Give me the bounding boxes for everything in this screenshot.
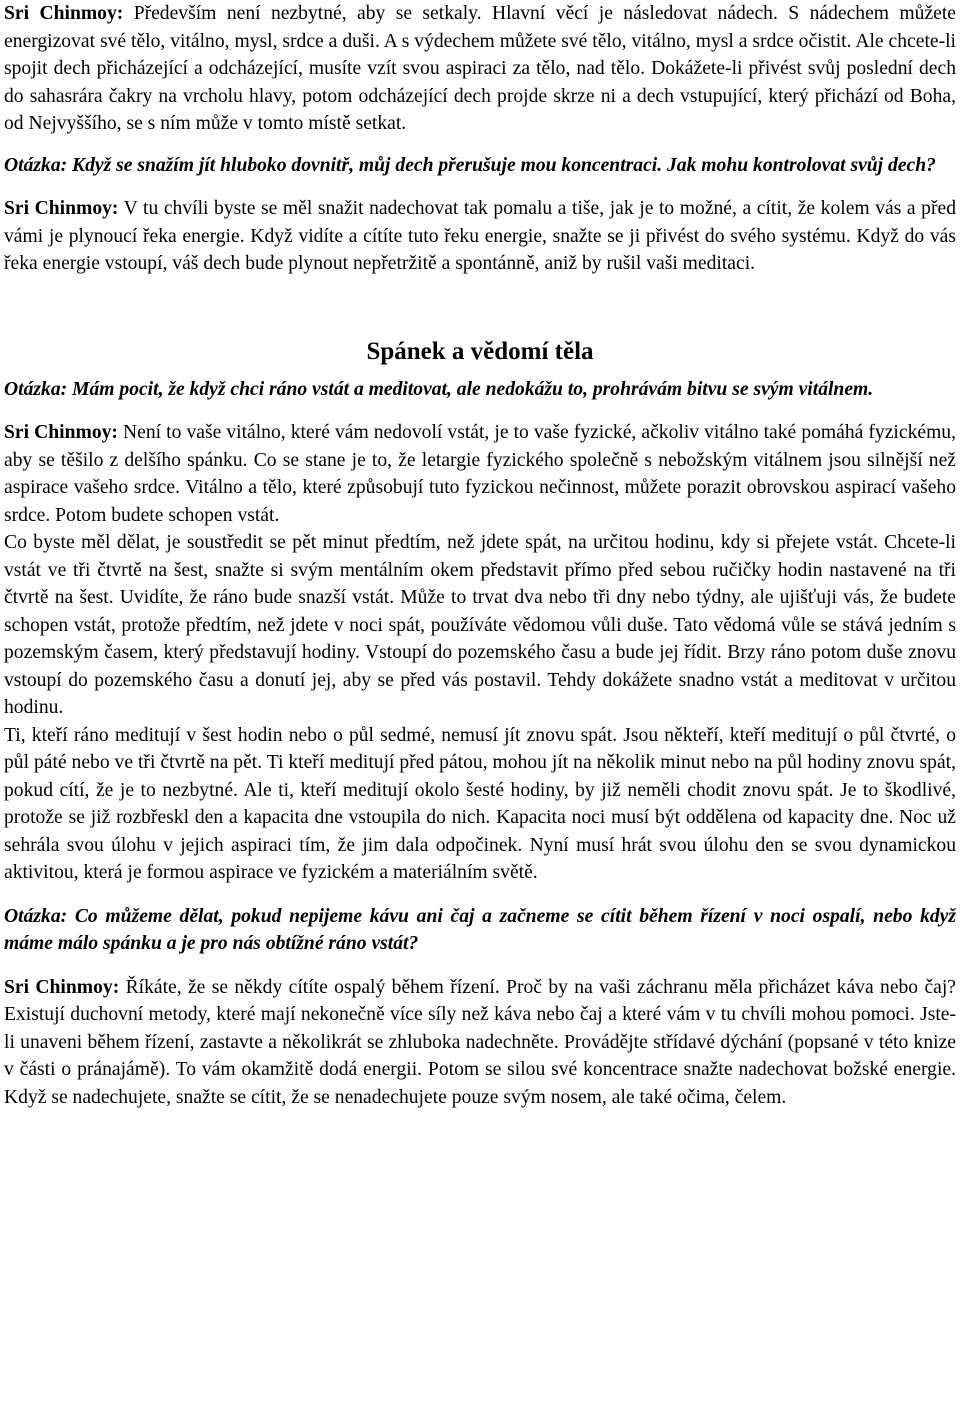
speaker-label: Sri Chinmoy: <box>4 3 124 24</box>
answer-paragraph: Ti, kteří ráno meditují v šest hodin nebo o půl sedmé, nemusí jít znovu spát. Jsou někteří, kteří meditují o půl čtvrté, o půl páté nebo ve tři čtvrtě na pět. Ti kteří meditují před pátou, mohou jít na několik minut nebo na půl hodiny znovu spát, pokud cítí, že je to nezbytné. Ale ti, kteří meditují okolo šesté hodiny, by již neměli chodit znovu spát. Je to škodlivé, protože se již rozbřeskl den a kapacita dne vstoupila do nich. Kapacita noci musí být oddělena od kapacity dne. Noc už sehrála svou úlohu v jejich aspiraci tím, že jim dala odpočinek. Nyní musí hrát svou úlohu den se svou dynamickou aktivitou, která je formou aspirace ve fyzickém a materiálním světě. <box>4 724 956 883</box>
answer-paragraph <box>4 195 956 278</box>
question-paragraph <box>4 376 956 404</box>
speaker-label: Sri Chinmoy: <box>4 198 119 219</box>
answer-text: Není to vaše vitálno, které vám nedovolí vstát, je to vaše fyzické, ačkoliv vitálno také pomáhá fyzickému, aby se těšilo z delšího spánku. Co se stane je to, že letargie fyzického společně s nebožským vitálnem jsou silnější než aspirace vašeho srdce. Vitálno a tělo, které způsobují tuto fyzickou nečinnost, můžete porazit obrovskou aspirací vašeho srdce. Potom budete schopen vstát. <box>4 422 956 526</box>
answer-paragraph <box>4 974 956 1112</box>
answer-paragraph: Co byste měl dělat, je soustředit se pět minut předtím, než jdete spát, na určitou hodinu, kdy si přejete vstát. Chcete-li vstát ve tři čtvrtě na šest, snažte si svým mentálním okem představit přímo před sebou ručičky hodin nastavené na tři čtvrtě na šest. Uvidíte, že ráno bude snazší vstát. Může to trvat dva nebo tři dny nebo týdny, ale ujišťuji vás, že budete schopen vstát, protože předtím, než jdete v noci spát, používáte vědomou vůli duše. Tato vědomá vůle se stává jedním s pozemským časem, který představují hodiny. Vstoupí do pozemského času a bude jej řídit. Brzy ráno potom duše znovu vstoupí do pozemského času a donutí jej, aby se před vás postavil. Tehdy dokážete snadno vstát a meditovat v určitou hodinu. <box>4 532 956 718</box>
question-text: Když se snažím jít hluboko dovnitř, můj dech přerušuje mou koncentraci. Jak mohu kontrolovat svůj dech? <box>67 154 936 176</box>
question-label: Otázka: <box>4 905 68 927</box>
answer-text: V tu chvíli byste se měl snažit nadechovat tak pomalu a tiše, jak je to možné, a cítit, že kolem vás a před vámi je plynoucí řeka energie. Když vidíte a cítíte tuto řeku energie, snažte se ji přivést do svého systému. Když do vás řeka energie vstoupí, váš dech bude plynout nepřetržitě a spontánně, aniž by rušil vaši meditaci. <box>4 198 956 274</box>
speaker-label: Sri Chinmoy: <box>4 976 120 998</box>
question-text: Mám pocit, že když chci ráno vstát a meditovat, ale nedokážu to, prohrávám bitvu se svým vitálnem. <box>67 378 874 400</box>
speaker-label: Sri Chinmoy: <box>4 422 118 443</box>
answer-paragraph <box>4 419 956 529</box>
answer-text: Říkáte, že se někdy cítíte ospalý během řízení. Proč by na vaši záchranu měla přicházet káva nebo čaj? Existují duchovní metody, které mají nekonečně více síly než káva nebo čaj a které vám v tu chvíli mohou pomoci. Jste-li unaveni během řízení, zastavte a několikrát se zhluboka nadechněte. Provádějte střídavé dýchání (popsané v této knize v části o pránajámě). To vám okamžitě dodá energii. Potom se silou své koncentrace snažte nadechovat božské energie. Když se nadechujete, snažte se cítit, že se nenadechujete pouze svým nosem, ale také očima, čelem. <box>4 976 956 1108</box>
question-label: Otázka: <box>4 154 68 176</box>
question-paragraph <box>4 152 956 180</box>
question-label: Otázka: <box>4 378 68 400</box>
document-page <box>4 0 956 1111</box>
section-heading: Spánek a vědomí těla <box>366 337 594 365</box>
answer-text: Především není nezbytné, aby se setkaly. Hlavní věcí je následovat nádech. S nádechem můžete energizovat své tělo, vitálno, mysl, srdce a duši. A s výdechem můžete své tělo, vitálno, mysl a srdce očistit. Ale chcete-li spojit dech přicházející a odcházející, musíte vzít svou aspiraci za tělo, nad tělo. Dokážete-li přivést svůj poslední dech do sahasrára čakry na vrcholu hlavy, potom odcházející dech projde skrze ni a dech vstupující, který přichází od Boha, od Nejvyššího, se s ním může v tomto místě setkat. <box>4 3 957 134</box>
question-text: Co můžeme dělat, pokud nepijeme kávu ani čaj a začneme se cítit během řízení v noci ospalí, nebo když máme málo spánku a je pro nás obtížné ráno vstát? <box>4 905 956 954</box>
question-paragraph <box>4 903 956 958</box>
answer-paragraph <box>4 0 956 138</box>
